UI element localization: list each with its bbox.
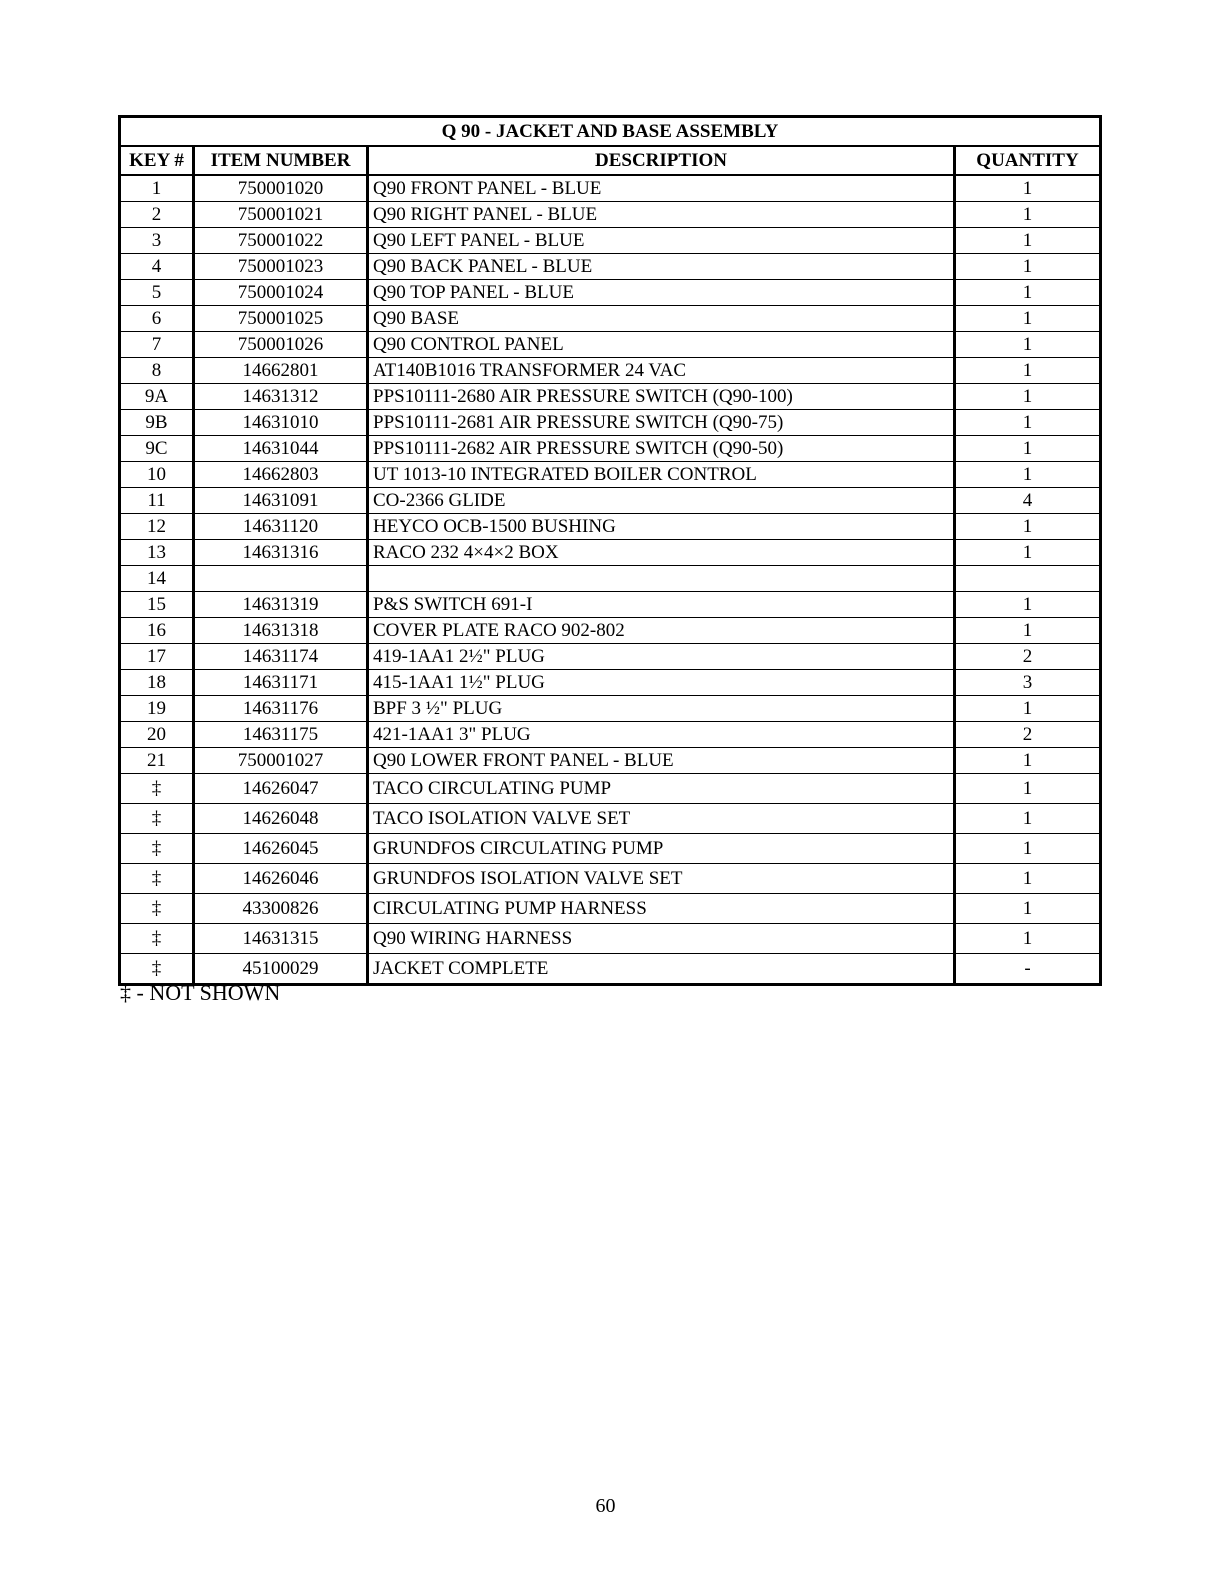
key-cell: 1 [120, 175, 194, 202]
key-cell: 9C [120, 436, 194, 462]
quantity-cell: 1 [955, 384, 1101, 410]
table-row [120, 436, 1101, 462]
item-number-cell: 14626048 [194, 804, 368, 834]
key-cell: 19 [120, 696, 194, 722]
quantity-cell: 1 [955, 202, 1101, 228]
description-cell: TACO CIRCULATING PUMP [368, 774, 955, 804]
item-number-cell: 750001023 [194, 254, 368, 280]
description-cell: PPS10111-2681 AIR PRESSURE SWITCH (Q90-75) [368, 410, 955, 436]
description-cell: CO-2366 GLIDE [368, 488, 955, 514]
table-row [120, 228, 1101, 254]
quantity-cell: - [955, 954, 1101, 985]
key-cell: 21 [120, 748, 194, 774]
key-cell: ‡ [120, 894, 194, 924]
description-cell: GRUNDFOS CIRCULATING PUMP [368, 834, 955, 864]
key-cell: 4 [120, 254, 194, 280]
column-header-quantity: QUANTITY [955, 146, 1101, 175]
key-cell: 20 [120, 722, 194, 748]
item-number-cell: 14631312 [194, 384, 368, 410]
description-cell: Q90 BACK PANEL - BLUE [368, 254, 955, 280]
key-cell: ‡ [120, 834, 194, 864]
table-row [120, 462, 1101, 488]
key-cell: 15 [120, 592, 194, 618]
description-cell: TACO ISOLATION VALVE SET [368, 804, 955, 834]
item-number-cell: 14631010 [194, 410, 368, 436]
table-row [120, 306, 1101, 332]
description-cell: HEYCO OCB-1500 BUSHING [368, 514, 955, 540]
description-cell [368, 566, 955, 592]
key-cell: ‡ [120, 924, 194, 954]
table-row [120, 696, 1101, 722]
quantity-cell: 1 [955, 332, 1101, 358]
quantity-cell: 1 [955, 924, 1101, 954]
item-number-cell: 14626046 [194, 864, 368, 894]
table-row [120, 280, 1101, 306]
quantity-cell: 1 [955, 592, 1101, 618]
quantity-cell: 2 [955, 644, 1101, 670]
item-number-cell: 14631171 [194, 670, 368, 696]
item-number-cell: 750001027 [194, 748, 368, 774]
quantity-cell: 1 [955, 514, 1101, 540]
item-number-cell: 14631176 [194, 696, 368, 722]
key-cell: 10 [120, 462, 194, 488]
item-number-cell: 750001021 [194, 202, 368, 228]
table-row [120, 410, 1101, 436]
quantity-cell: 1 [955, 774, 1101, 804]
table-row [120, 514, 1101, 540]
item-number-cell: 14626045 [194, 834, 368, 864]
description-cell: Q90 LEFT PANEL - BLUE [368, 228, 955, 254]
description-cell: Q90 WIRING HARNESS [368, 924, 955, 954]
quantity-cell: 1 [955, 228, 1101, 254]
key-cell: 3 [120, 228, 194, 254]
item-number-cell: 750001025 [194, 306, 368, 332]
description-cell: P&S SWITCH 691-I [368, 592, 955, 618]
quantity-cell: 1 [955, 306, 1101, 332]
key-cell: ‡ [120, 774, 194, 804]
table-title: Q 90 - JACKET AND BASE ASSEMBLY [120, 117, 1101, 147]
description-cell: Q90 RIGHT PANEL - BLUE [368, 202, 955, 228]
table-row [120, 175, 1101, 202]
item-number-cell: 14662803 [194, 462, 368, 488]
table-row [120, 894, 1101, 924]
description-cell: PPS10111-2682 AIR PRESSURE SWITCH (Q90-50) [368, 436, 955, 462]
description-cell: Q90 TOP PANEL - BLUE [368, 280, 955, 306]
key-cell: ‡ [120, 954, 194, 985]
key-cell: 9A [120, 384, 194, 410]
table-row [120, 722, 1101, 748]
key-cell: 16 [120, 618, 194, 644]
table-row [120, 384, 1101, 410]
item-number-cell: 14631319 [194, 592, 368, 618]
quantity-cell: 1 [955, 834, 1101, 864]
description-cell: COVER PLATE RACO 902-802 [368, 618, 955, 644]
quantity-cell: 1 [955, 280, 1101, 306]
key-cell: 9B [120, 410, 194, 436]
key-cell: 8 [120, 358, 194, 384]
quantity-cell: 4 [955, 488, 1101, 514]
quantity-cell: 3 [955, 670, 1101, 696]
quantity-cell: 1 [955, 410, 1101, 436]
column-header-key: KEY # [120, 146, 194, 175]
legend-note: ‡ - NOT SHOWN [120, 980, 281, 1005]
item-number-cell: 14631175 [194, 722, 368, 748]
key-cell: 17 [120, 644, 194, 670]
quantity-cell [955, 566, 1101, 592]
item-number-cell: 14631315 [194, 924, 368, 954]
quantity-cell: 1 [955, 696, 1101, 722]
table-row [120, 332, 1101, 358]
description-cell: 419-1AA1 2½" PLUG [368, 644, 955, 670]
item-number-cell: 14631174 [194, 644, 368, 670]
key-cell: 13 [120, 540, 194, 566]
key-cell: 7 [120, 332, 194, 358]
table-row [120, 358, 1101, 384]
item-number-cell: 750001022 [194, 228, 368, 254]
table-row [120, 592, 1101, 618]
key-cell: 14 [120, 566, 194, 592]
item-number-cell: 43300826 [194, 894, 368, 924]
table-row [120, 774, 1101, 804]
item-number-cell: 45100029 [194, 954, 368, 985]
key-cell: 6 [120, 306, 194, 332]
item-number-cell: 14631091 [194, 488, 368, 514]
key-cell: 2 [120, 202, 194, 228]
table-row [120, 566, 1101, 592]
item-number-cell: 750001026 [194, 332, 368, 358]
key-cell: 11 [120, 488, 194, 514]
quantity-cell: 1 [955, 864, 1101, 894]
quantity-cell: 1 [955, 358, 1101, 384]
quantity-cell: 1 [955, 894, 1101, 924]
table-row [120, 488, 1101, 514]
quantity-cell: 1 [955, 175, 1101, 202]
quantity-cell: 2 [955, 722, 1101, 748]
key-cell: 5 [120, 280, 194, 306]
key-cell: 12 [120, 514, 194, 540]
table-row [120, 834, 1101, 864]
table-row [120, 540, 1101, 566]
parts-table [118, 115, 1102, 986]
column-header-description: DESCRIPTION [368, 146, 955, 175]
table-row [120, 924, 1101, 954]
description-cell: 421-1AA1 3" PLUG [368, 722, 955, 748]
item-number-cell: 750001024 [194, 280, 368, 306]
quantity-cell: 1 [955, 254, 1101, 280]
description-cell: JACKET COMPLETE [368, 954, 955, 985]
quantity-cell: 1 [955, 436, 1101, 462]
table-row [120, 670, 1101, 696]
item-number-cell: 14631044 [194, 436, 368, 462]
quantity-cell: 1 [955, 618, 1101, 644]
table-row [120, 644, 1101, 670]
table-row [120, 618, 1101, 644]
page-number: 60 [595, 1495, 616, 1517]
item-number-cell: 14662801 [194, 358, 368, 384]
table-row [120, 748, 1101, 774]
quantity-cell: 1 [955, 462, 1101, 488]
item-number-cell: 14631120 [194, 514, 368, 540]
description-cell: UT 1013-10 INTEGRATED BOILER CONTROL [368, 462, 955, 488]
quantity-cell: 1 [955, 748, 1101, 774]
description-cell: PPS10111-2680 AIR PRESSURE SWITCH (Q90-100) [368, 384, 955, 410]
table-body [120, 175, 1101, 985]
key-cell: 18 [120, 670, 194, 696]
table-row [120, 864, 1101, 894]
description-cell: Q90 CONTROL PANEL [368, 332, 955, 358]
description-cell: CIRCULATING PUMP HARNESS [368, 894, 955, 924]
key-cell: ‡ [120, 864, 194, 894]
description-cell: AT140B1016 TRANSFORMER 24 VAC [368, 358, 955, 384]
description-cell: GRUNDFOS ISOLATION VALVE SET [368, 864, 955, 894]
item-number-cell: 14631318 [194, 618, 368, 644]
item-number-cell: 750001020 [194, 175, 368, 202]
description-cell: Q90 BASE [368, 306, 955, 332]
item-number-cell [194, 566, 368, 592]
column-header-item-number: ITEM NUMBER [194, 146, 368, 175]
key-cell: ‡ [120, 804, 194, 834]
description-cell: Q90 FRONT PANEL - BLUE [368, 175, 955, 202]
quantity-cell: 1 [955, 540, 1101, 566]
quantity-cell: 1 [955, 804, 1101, 834]
description-cell: RACO 232 4×4×2 BOX [368, 540, 955, 566]
description-cell: BPF 3 ½" PLUG [368, 696, 955, 722]
description-cell: 415-1AA1 1½" PLUG [368, 670, 955, 696]
item-number-cell: 14631316 [194, 540, 368, 566]
item-number-cell: 14626047 [194, 774, 368, 804]
table-row [120, 202, 1101, 228]
description-cell: Q90 LOWER FRONT PANEL - BLUE [368, 748, 955, 774]
table-row [120, 254, 1101, 280]
table-row [120, 804, 1101, 834]
